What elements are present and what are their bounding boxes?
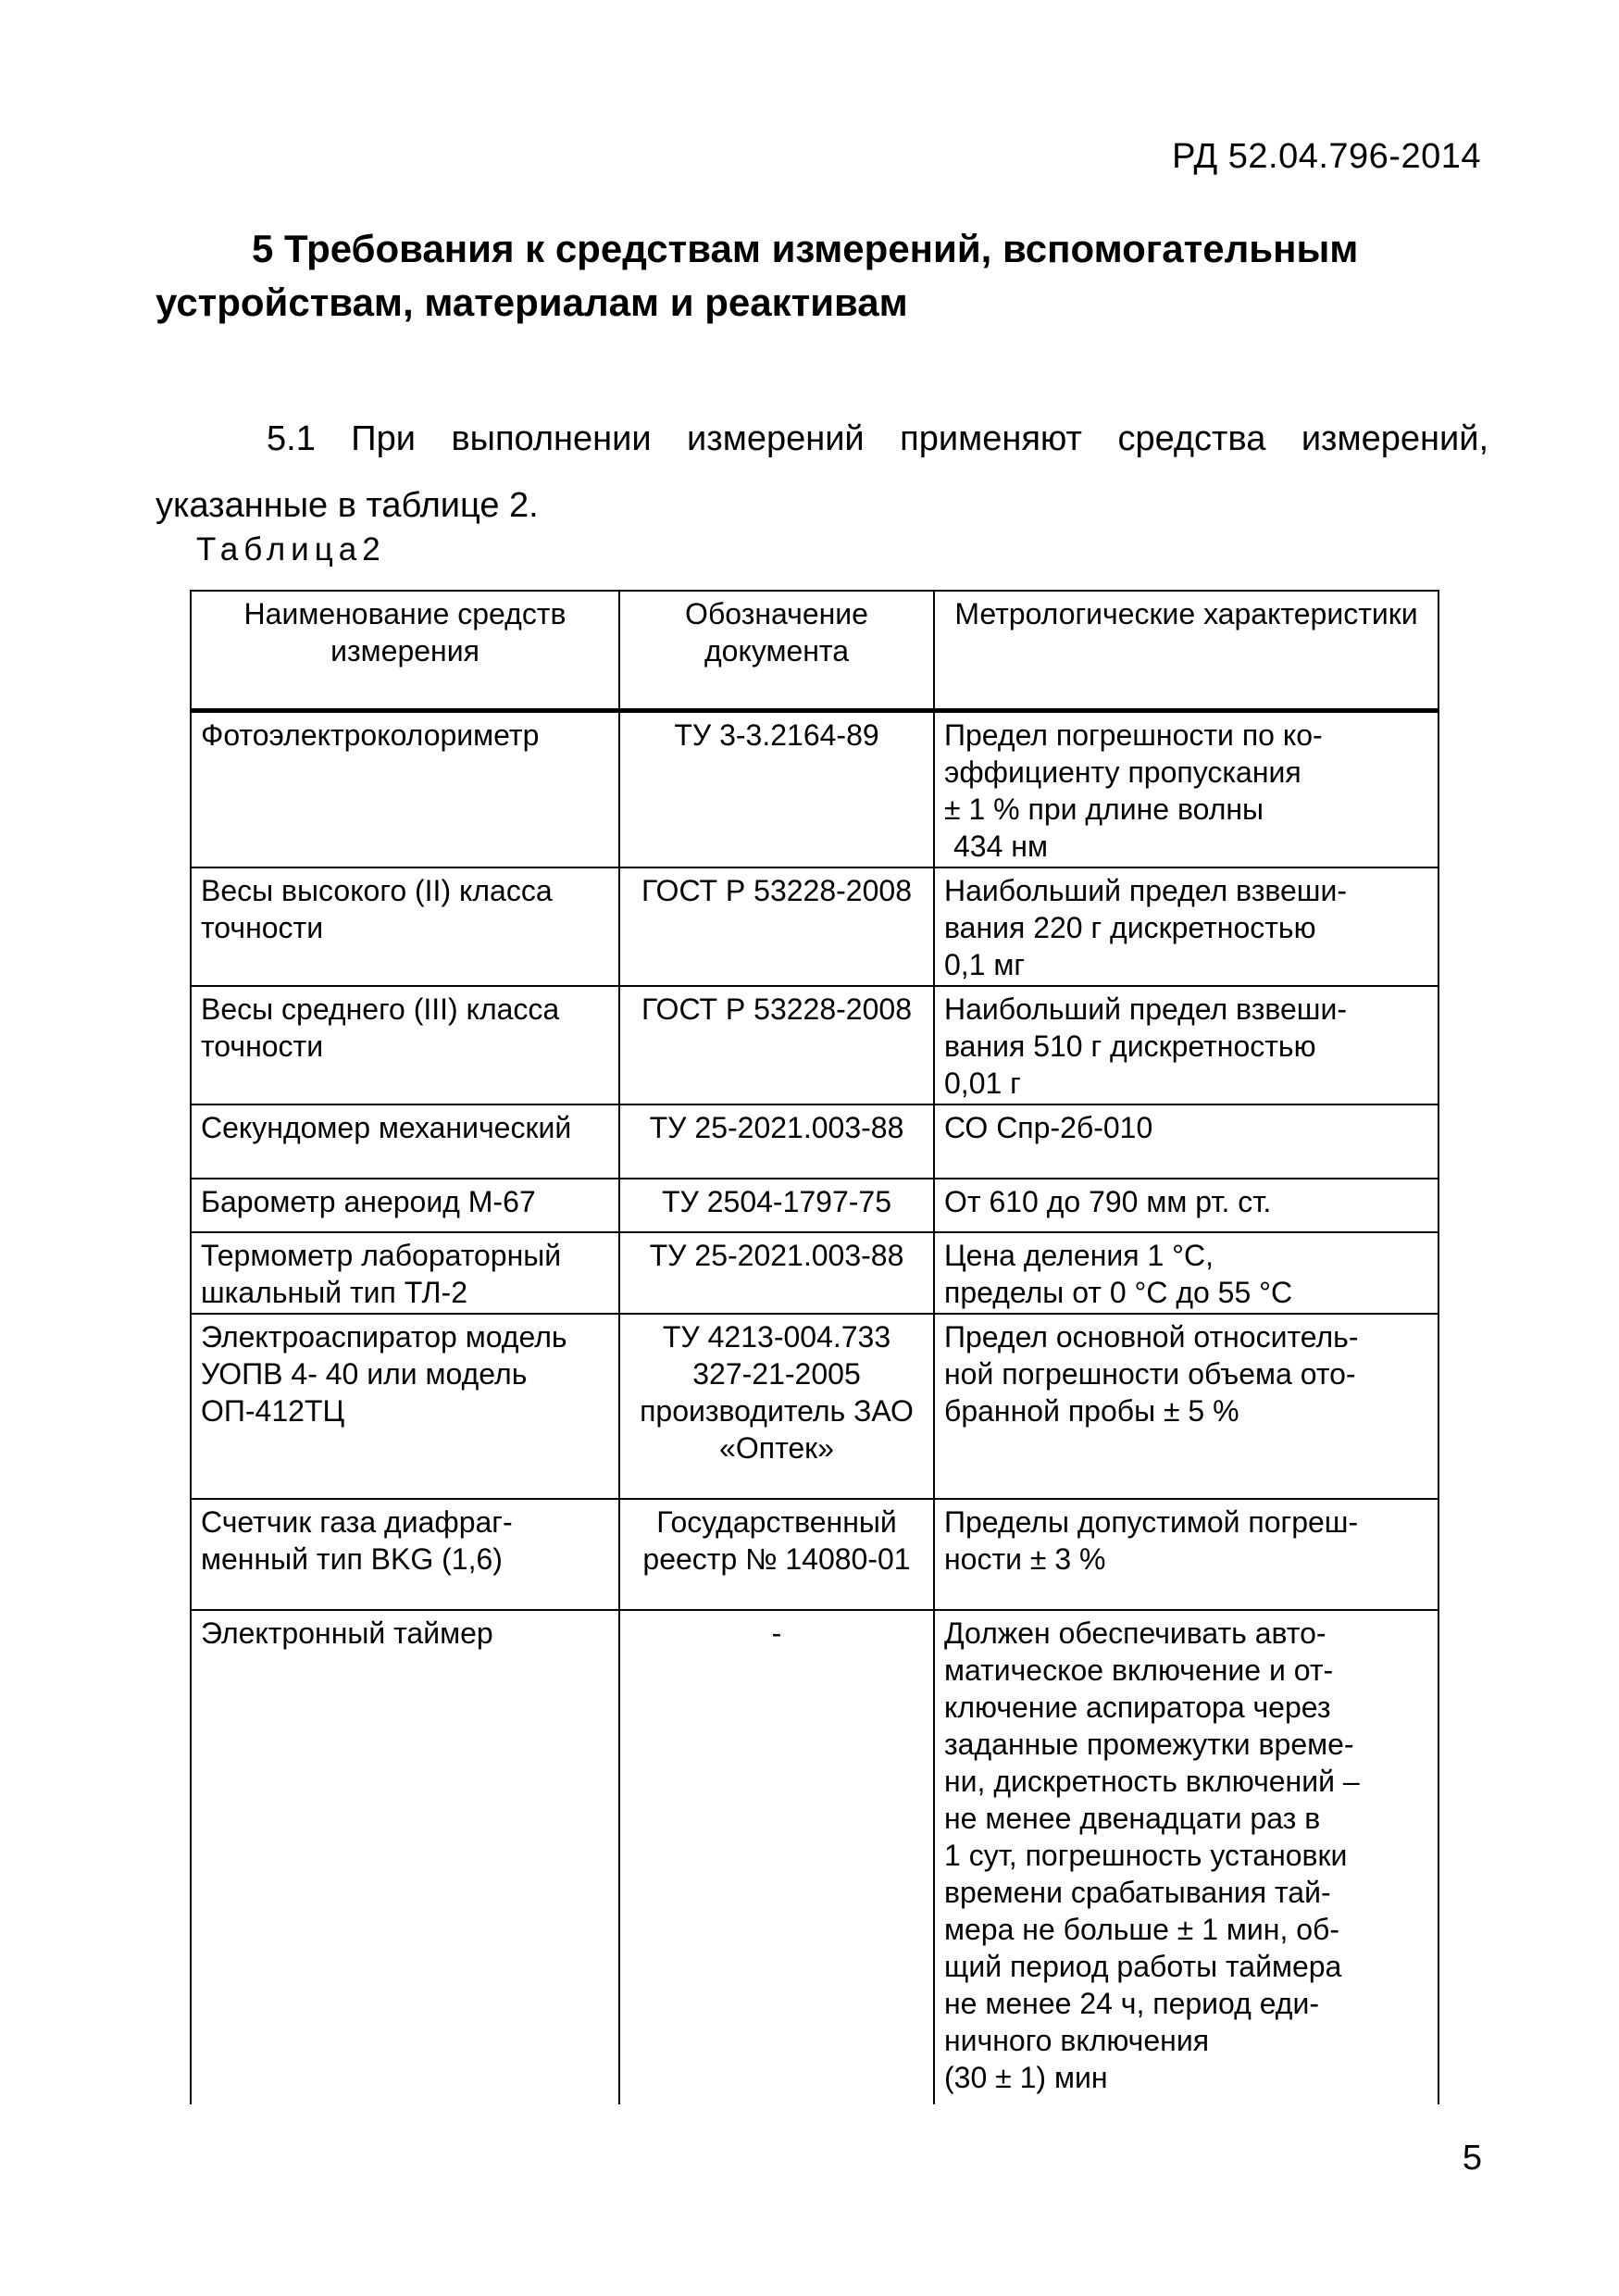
char-line: заданные промежутки време- <box>944 1728 1354 1761</box>
table-row <box>191 711 1438 868</box>
header-name: Наименование средств измерения <box>191 591 619 711</box>
table-row <box>191 1104 1438 1179</box>
cell-document: ТУ 25-2021.003-88 <box>619 1232 934 1314</box>
char-line: щий период работы таймера <box>944 1950 1342 1983</box>
char-line: Предел основной относитель- <box>944 1320 1359 1354</box>
cell-document: ГОСТ Р 53228-2008 <box>619 867 934 986</box>
cell-name: Фотоэлектроколориметр <box>191 711 619 868</box>
cell-characteristics <box>934 1499 1438 1610</box>
char-line: не менее 24 ч, период еди- <box>944 1987 1319 2020</box>
char-line: матическое включение и от- <box>944 1653 1334 1687</box>
table-row <box>191 1179 1438 1232</box>
cell-name: Термометр лабораторный шкальный тип ТЛ-2 <box>191 1232 619 1314</box>
table-row <box>191 1499 1438 1610</box>
char-line: Наибольший предел взвеши- <box>944 874 1347 907</box>
section-title-line-1: 5 Требования к средствам измерений, вспомогательным <box>252 227 1359 270</box>
char-line: ни, дискретность включений – <box>944 1765 1360 1798</box>
char-line: От 610 до 790 мм рт. ст. <box>944 1185 1272 1218</box>
char-line: времени срабатывания тай- <box>944 1876 1331 1909</box>
char-line: Пределы допустимой погреш- <box>944 1505 1359 1539</box>
char-line: Должен обеспечивать авто- <box>944 1616 1326 1650</box>
section-title-line-2: устройствам, материалам и реактивам <box>156 281 908 324</box>
cell-characteristics <box>934 1610 1438 2104</box>
cell-name: Электронный таймер <box>191 1610 619 2104</box>
instruments-table <box>190 590 1438 2094</box>
char-line: ности ± 3 % <box>944 1542 1106 1576</box>
char-line: Предел погрешности по ко- <box>944 718 1323 752</box>
cell-document: Государственный реестр № 14080-01 <box>619 1499 934 1610</box>
cell-document: ГОСТ Р 53228-2008 <box>619 986 934 1104</box>
paragraph-line-2: указанные в таблице 2. <box>156 486 539 525</box>
section-title <box>156 222 1488 330</box>
cell-characteristics <box>934 711 1438 868</box>
cell-name: Весы высокого (II) класса точности <box>191 867 619 986</box>
cell-name: Электроаспиратор модель УОПВ 4- 40 или модель ОП-412ТЦ <box>191 1314 619 1499</box>
table-row <box>191 1314 1438 1499</box>
char-line: (30 ± 1) мин <box>944 2061 1108 2094</box>
cell-name: Счетчик газа диафраг-менный тип BKG (1,6) <box>191 1499 619 1610</box>
cell-characteristics <box>934 1104 1438 1179</box>
cell-document: ТУ 2504-1797-75 <box>619 1179 934 1232</box>
document-code: РД 52.04.796-2014 <box>1172 137 1481 176</box>
char-line: 434 нм <box>953 830 1048 863</box>
char-line: не менее двенадцати раз в <box>944 1802 1321 1835</box>
char-line: Цена деления 1 °С, <box>944 1239 1214 1272</box>
cell-document: ТУ 3-3.2164-89 <box>619 711 934 868</box>
cell-characteristics <box>934 1179 1438 1232</box>
paragraph-5-1 <box>156 406 1488 539</box>
char-line: мера не больше ± 1 мин, об- <box>944 1913 1340 1946</box>
char-line: бранной пробы ± 5 % <box>944 1394 1239 1428</box>
char-line: 1 сут, погрешность установки <box>944 1839 1348 1872</box>
table-row <box>191 1232 1438 1314</box>
char-line: 0,1 мг <box>944 948 1026 981</box>
table-row <box>191 1610 1438 2104</box>
cell-characteristics <box>934 1232 1438 1314</box>
cell-name: Барометр анероид М-67 <box>191 1179 619 1232</box>
char-line: 0,01 г <box>944 1067 1021 1100</box>
char-line: ной погрешности объема ото- <box>944 1357 1356 1391</box>
paragraph-line-1: 5.1 При выполнении измерений применяют средства измерений, <box>267 419 1488 458</box>
table-row <box>191 867 1438 986</box>
char-line: ничного включения <box>944 2024 1210 2057</box>
char-line: вания 220 г дискретностью <box>944 911 1316 944</box>
cell-characteristics <box>934 1314 1438 1499</box>
header-document: Обозначение документа <box>619 591 934 711</box>
table-caption: Таблица2 <box>196 531 386 568</box>
cell-document: ТУ 25-2021.003-88 <box>619 1104 934 1179</box>
char-line: вания 510 г дискретностью <box>944 1029 1316 1063</box>
cell-document: - <box>619 1610 934 2104</box>
table-header-row <box>191 591 1438 711</box>
char-line: СО Спр-2б-010 <box>944 1111 1153 1144</box>
cell-name: Весы среднего (III) класса точности <box>191 986 619 1104</box>
cell-name: Секундомер механический <box>191 1104 619 1179</box>
char-line: ± 1 % при длине волны <box>944 792 1264 826</box>
page-number: 5 <box>1462 2139 1482 2177</box>
char-line: ключение аспиратора через <box>944 1691 1331 1724</box>
char-line: пределы от 0 °С до 55 °С <box>944 1276 1293 1309</box>
char-line: эффициенту пропускания <box>944 755 1301 789</box>
cell-document: ТУ 4213-004.733 327-21-2005 производитель ЗАО «Оптек» <box>619 1314 934 1499</box>
char-line: Наибольший предел взвеши- <box>944 992 1347 1026</box>
header-characteristics: Метрологические характеристики <box>934 591 1438 711</box>
cell-characteristics <box>934 867 1438 986</box>
table-row <box>191 986 1438 1104</box>
cell-characteristics <box>934 986 1438 1104</box>
